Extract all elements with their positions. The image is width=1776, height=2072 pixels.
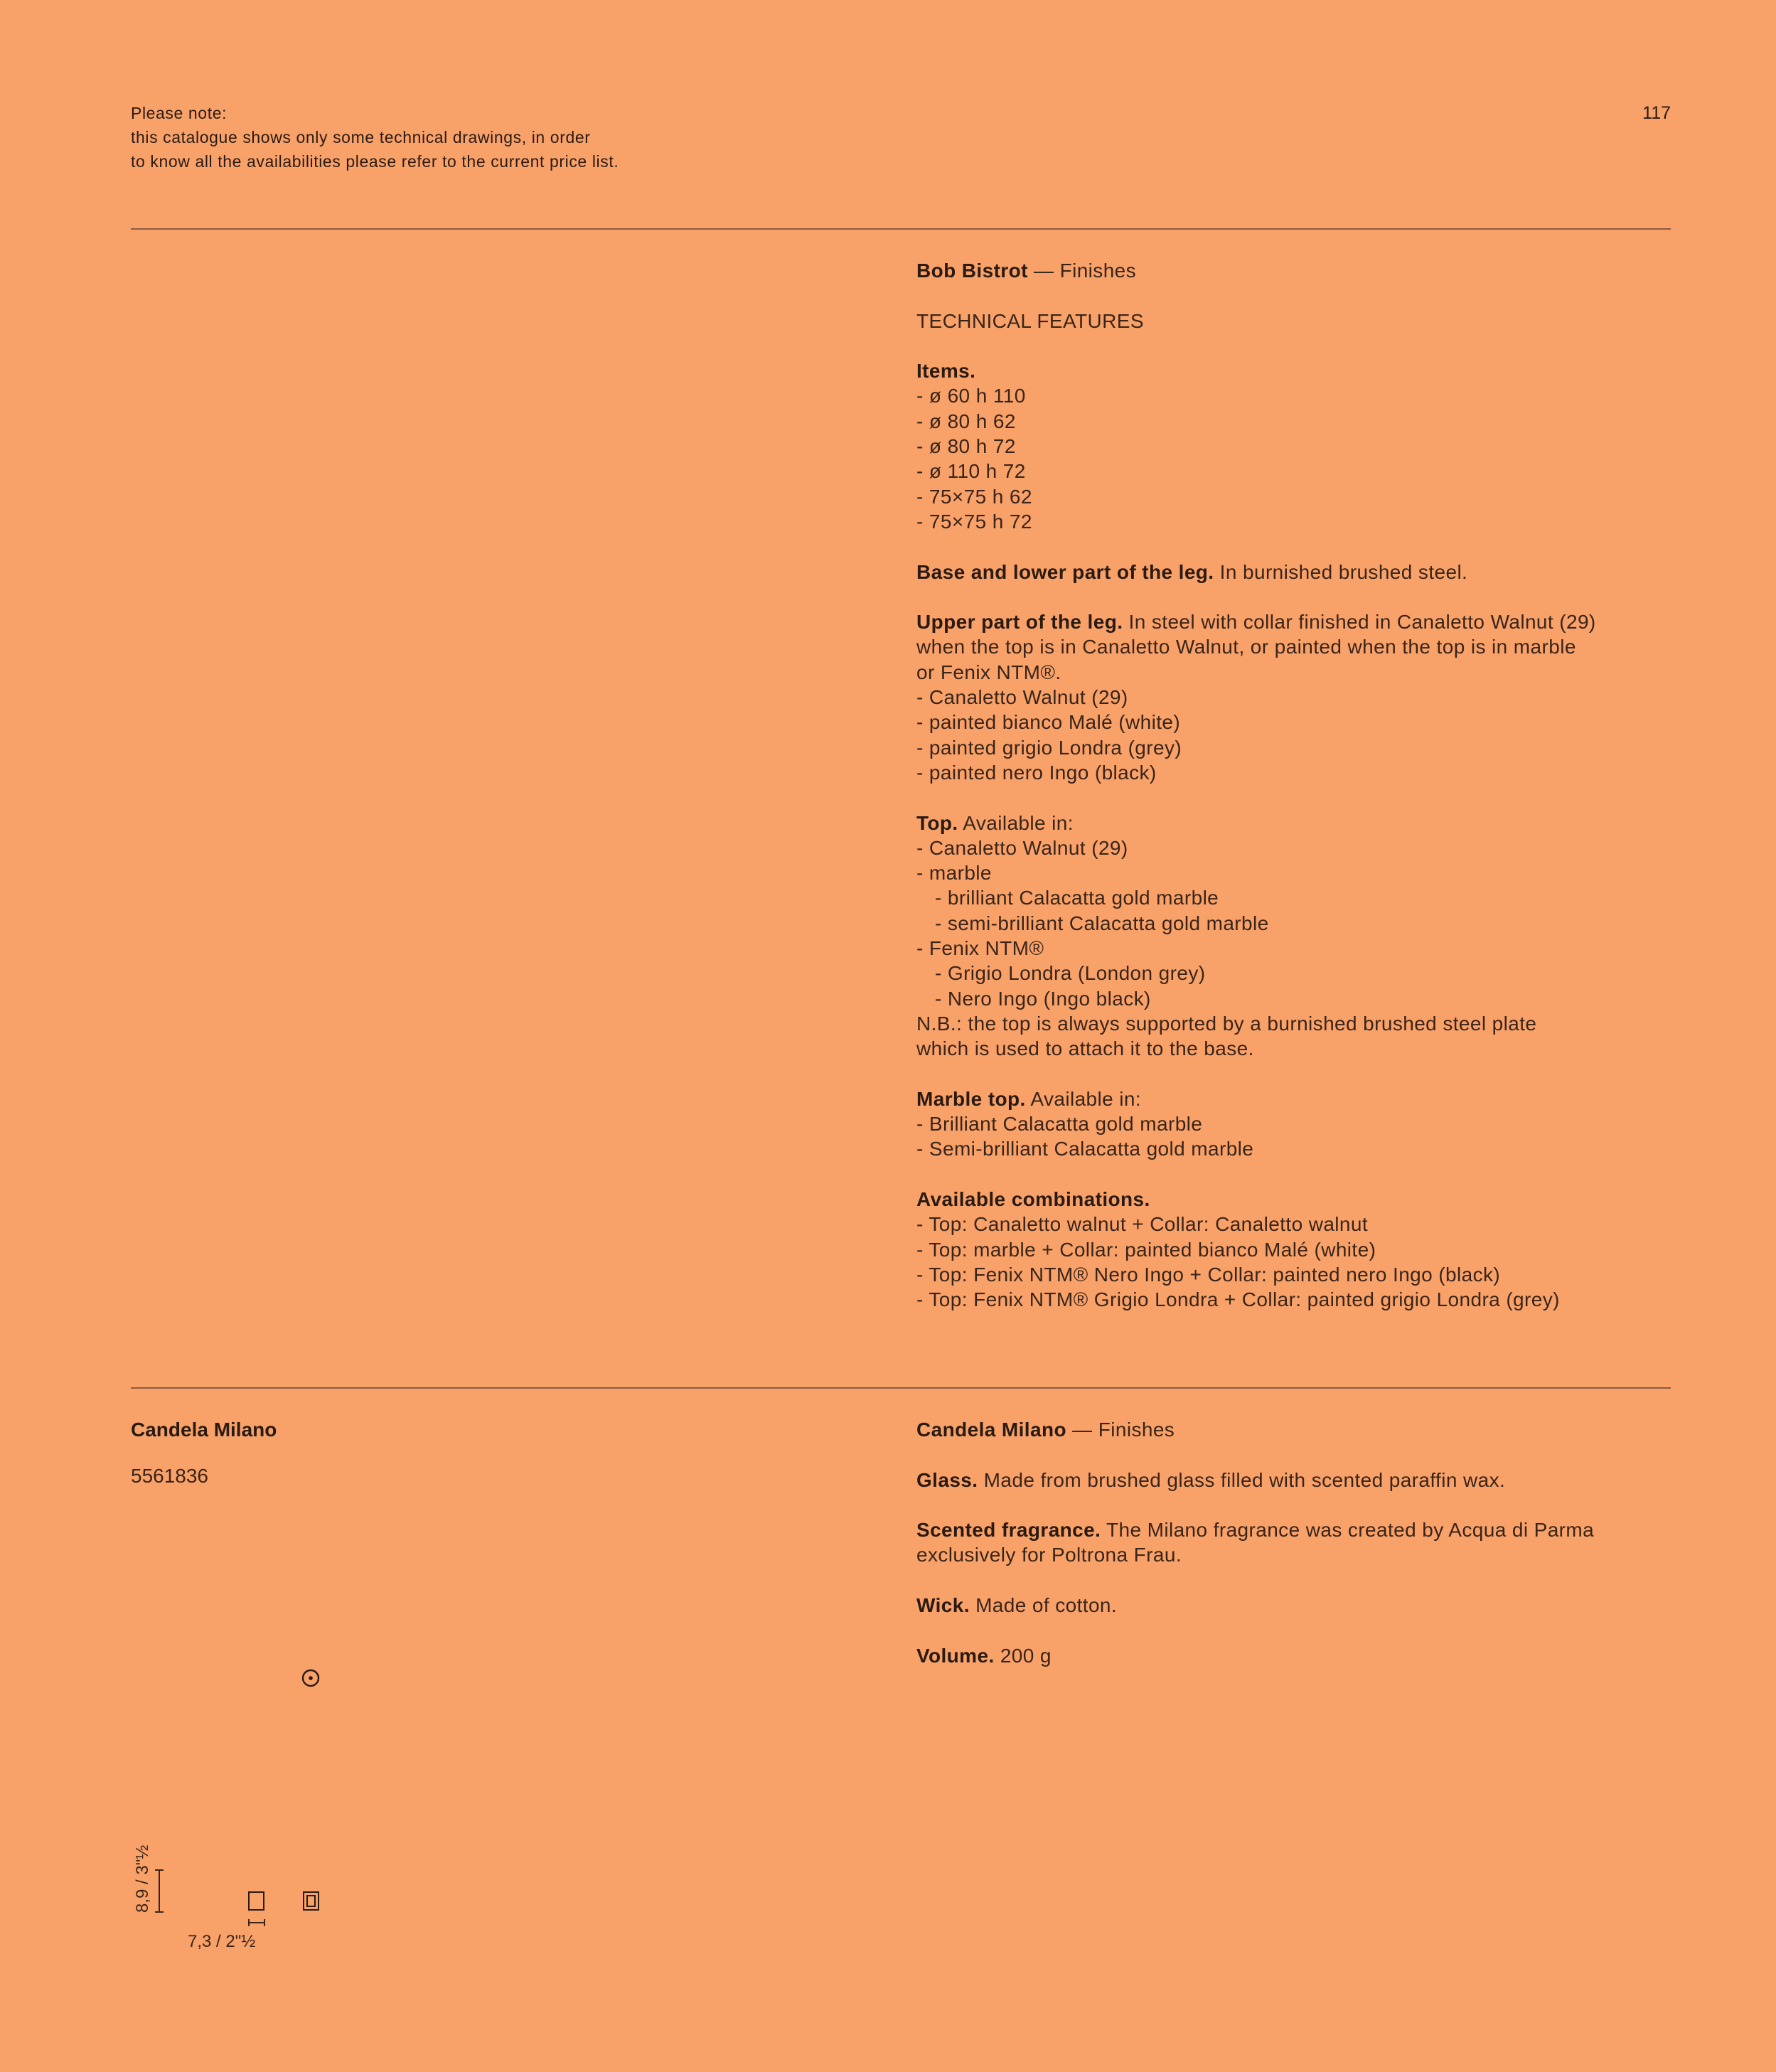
upper-option: - Canaletto Walnut (29): [916, 686, 1128, 709]
divider-top: [131, 228, 1671, 230]
item-size: - 75×75 h 72: [916, 510, 1032, 533]
fragrance-label: Scented fragrance.: [916, 1519, 1101, 1542]
upper-option: - painted nero Ingo (black): [916, 761, 1157, 784]
top-option: - semi-brilliant Calacatta gold marble: [935, 912, 1269, 934]
upper-paragraph: [916, 609, 1670, 634]
volume-text: 200 g: [994, 1644, 1052, 1667]
top-options-list: [916, 835, 1670, 1011]
marble-text: Available in:: [1025, 1087, 1142, 1110]
wick-label: Wick.: [916, 1594, 970, 1617]
wick-text: Made of cotton.: [969, 1594, 1118, 1617]
please-note: [131, 101, 619, 173]
candela-finishes: [916, 1417, 1670, 1668]
upper-text-line: or Fenix NTM®.: [916, 661, 1061, 683]
upper-text-line: when the top is in Canaletto Walnut, or painted when the top is in marble: [916, 636, 1576, 658]
item-size: - ø 110 h 72: [916, 460, 1026, 483]
top-note-line: which is used to attach it to the base.: [916, 1037, 1254, 1060]
upper-options-list: [916, 685, 1670, 785]
top-note-line: N.B.: the top is always supported by a burnished brushed steel plate: [916, 1012, 1537, 1035]
top-label: Top.: [916, 811, 958, 834]
fragrance-text-line: exclusively for Poltrona Frau.: [916, 1544, 1182, 1566]
top-option: - Canaletto Walnut (29): [916, 836, 1128, 859]
candle-top-outer-circle: [303, 1670, 319, 1686]
fragrance-text: The Milano fragrance was created by Acqua di Parma: [1101, 1519, 1595, 1542]
candela-title-line: [916, 1417, 1670, 1442]
items-list: [916, 383, 1670, 534]
item-size: - ø 60 h 110: [916, 385, 1026, 407]
fragrance-paragraph: [916, 1517, 1670, 1542]
candle-top-wick-dot: [309, 1676, 313, 1680]
top-paragraph: [916, 811, 1670, 835]
combination: - Top: Fenix NTM® Nero Ingo + Collar: painted nero Ingo (black): [916, 1263, 1501, 1286]
combinations-label: Available combinations.: [916, 1187, 1150, 1210]
glass-text: Made from brushed glass filled with scented paraffin wax.: [978, 1468, 1506, 1491]
base-label: Base and lower part of the leg.: [916, 560, 1214, 583]
upper-option: - painted grigio Londra (grey): [916, 736, 1182, 759]
volume-paragraph: [916, 1643, 1670, 1668]
items-label: Items.: [916, 360, 976, 383]
candela-left-title: Candela Milano: [131, 1419, 277, 1441]
top-text: Available in:: [958, 811, 1074, 834]
top-option: - Grigio Londra (London grey): [935, 962, 1206, 985]
combination: - Top: Fenix NTM® Grigio Londra + Collar: painted grigio Londra (grey): [916, 1288, 1560, 1311]
combinations-list: [916, 1212, 1670, 1312]
candela-title: Candela Milano: [916, 1419, 1066, 1441]
note-line: Please note:: [131, 104, 228, 122]
glass-label: Glass.: [916, 1468, 978, 1491]
combination: - Top: Canaletto walnut + Collar: Canaletto walnut: [916, 1213, 1369, 1236]
upper-label: Upper part of the leg.: [916, 611, 1123, 634]
page-number: 117: [1642, 103, 1671, 123]
marble-option: - Brilliant Calacatta gold marble: [916, 1113, 1203, 1136]
combination: - Top: marble + Collar: painted bianco Malé (white): [916, 1238, 1376, 1261]
item-size: - ø 80 h 72: [916, 435, 1016, 458]
bob-bistrot-title-line: [916, 258, 1670, 283]
divider-middle: [131, 1387, 1671, 1389]
upper-option: - painted bianco Malé (white): [916, 711, 1181, 734]
top-option: - Nero Ingo (Ingo black): [935, 987, 1151, 1010]
candela-title-suffix: — Finishes: [1066, 1419, 1175, 1441]
marble-paragraph: [916, 1086, 1670, 1111]
marble-option: - Semi-brilliant Calacatta gold marble: [916, 1138, 1254, 1160]
candle-front-view: [249, 1892, 264, 1910]
volume-label: Volume.: [916, 1644, 995, 1667]
marble-options-list: [916, 1111, 1670, 1162]
bob-bistrot-title: Bob Bistrot: [916, 260, 1028, 282]
note-line: to know all the availabilities please refer to the current price list.: [131, 152, 619, 171]
candle-top-view: [303, 1670, 319, 1686]
technical-features-heading: TECHNICAL FEATURES: [916, 309, 1144, 332]
wick-paragraph: [916, 1593, 1670, 1618]
base-paragraph: [916, 560, 1670, 584]
item-size: - ø 80 h 62: [916, 410, 1016, 432]
top-option: - Fenix NTM®: [916, 937, 1044, 960]
glass-paragraph: [916, 1468, 1670, 1492]
bob-bistrot-finishes: [916, 258, 1670, 1312]
base-text: In burnished brushed steel.: [1214, 560, 1468, 583]
width-dimension-label: 7,3 / 2"½: [188, 1932, 256, 1951]
candela-product-code: 5561836: [131, 1465, 209, 1487]
candle-section-view: [304, 1892, 319, 1910]
top-option: - marble: [916, 862, 992, 885]
height-dimension-label: 8,9 / 3"½: [133, 1844, 152, 1913]
item-size: - 75×75 h 62: [916, 485, 1032, 508]
width-dimension-line: [249, 1919, 264, 1926]
bob-bistrot-title-suffix: — Finishes: [1027, 260, 1137, 282]
note-line: this catalogue shows only some technical drawings, in order: [131, 128, 591, 146]
top-option: - brilliant Calacatta gold marble: [935, 887, 1219, 909]
marble-label: Marble top.: [916, 1087, 1026, 1110]
upper-text: In steel with collar finished in Canaletto Walnut (29): [1123, 611, 1596, 634]
